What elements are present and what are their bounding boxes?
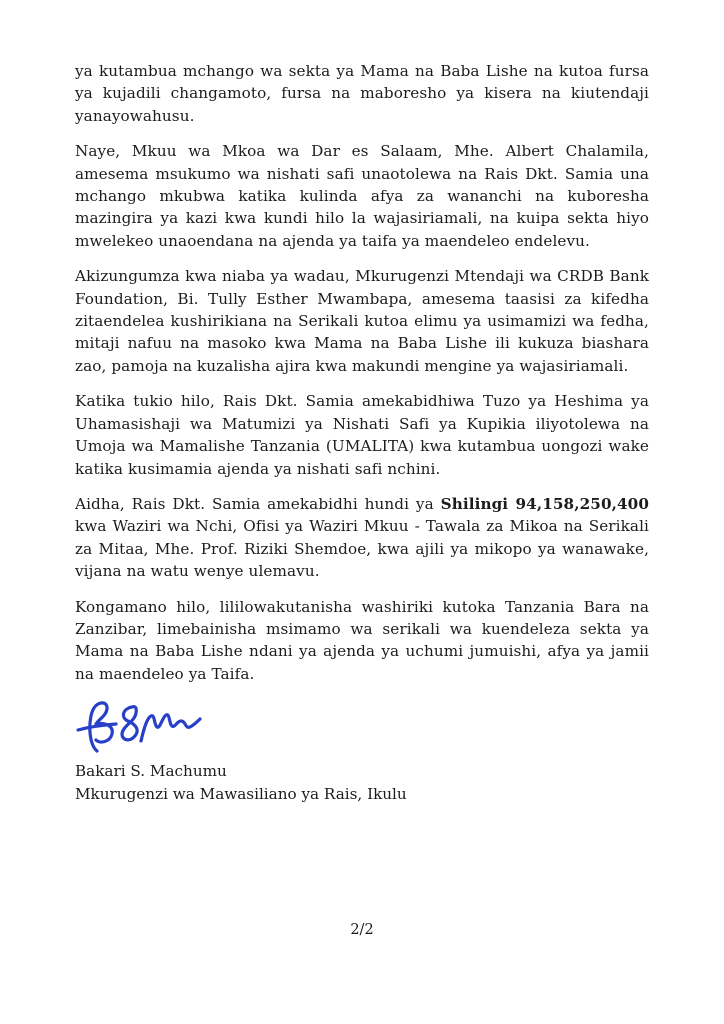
paragraph-continuation: ya kutambua mchango wa sekta ya Mama na Baba Lishe na kutoa fursa ya kujadili changamoto, fursa na maboresho ya kisera na kiutendaji yanayowahusu. — [75, 62, 649, 125]
cheque-text-after: kwa Waziri wa Nchi, Ofisi ya Waziri Mkuu - Tawala za Mikoa na Serikali za Mitaa, Mhe. Prof. Riziki Shemdoe, kwa ajili ya mikopo ya wanawake, vijana na watu wenye ulemavu. — [75, 517, 649, 581]
page-number: 2/2 — [350, 922, 374, 938]
paragraph-crdb-foundation: Akizungumza kwa niaba ya wadau, Mkurugenzi Mtendaji wa CRDB Bank Foundation, Bi. Tully Esther Mwambapa, amesema taasisi za kifedha zitaendelea kushirikiana na Serikali kutoa elimu ya usimamizi wa fedha, mitaji nafuu na masoko kwa Mama na Baba Lishe ili kukuza biashara zao, pamoja na kuzalisha ajira kwa makundi mengine ya wajasiriamali. — [75, 267, 649, 375]
document-body — [75, 60, 649, 805]
paragraph-regional-commissioner: Naye, Mkuu wa Mkoa wa Dar es Salaam, Mhe. Albert Chalamila, amesema msukumo wa nishati safi unaotolewa na Rais Dkt. Samia una mchango mkubwa katika kulinda afya za wananchi na kuboresha mazingira ya kazi kwa kundi hilo la wajasiriamali, na kuipa sekta hiyo mwelekeo unaoendana na ajenda ya taifa ya maendeleo endelevu. — [75, 142, 649, 250]
paragraph-closing: Kongamano hilo, lililowakutanisha washiriki kutoka Tanzania Bara na Zanzibar, limebainisha msimamo wa serikali wa kuendeleza sekta ya Mama na Baba Lishe ndani ya ajenda ya uchumi jumuishi, afya ya jamii na maendeleo ya Taifa. — [75, 597, 649, 683]
signature-block — [75, 698, 649, 758]
signer-title: Mkurugenzi wa Mawasiliano ya Rais, Ikulu — [75, 784, 407, 803]
cheque-amount: Shilingi 94,158,250,400 — [440, 494, 649, 513]
signer-name: Bakari S. Machumu — [75, 762, 227, 781]
page-footer — [0, 920, 724, 940]
paragraph-award: Katika tukio hilo, Rais Dkt. Samia amekabidhiwa Tuzo ya Heshima ya Uhamasishaji wa Matumizi ya Nishati Safi ya Kupikia iliyotolewa na Umoja wa Mamalishe Tanzania (UMALITA) kwa kutambua uongozi wake katika kusimamia ajenda ya nishati safi nchini. — [75, 392, 649, 478]
cheque-text-before: Aidha, Rais Dkt. Samia amekabidhi hundi ya — [75, 494, 441, 513]
signature-ink-icon — [75, 698, 203, 756]
paragraph-cheque — [75, 493, 649, 583]
